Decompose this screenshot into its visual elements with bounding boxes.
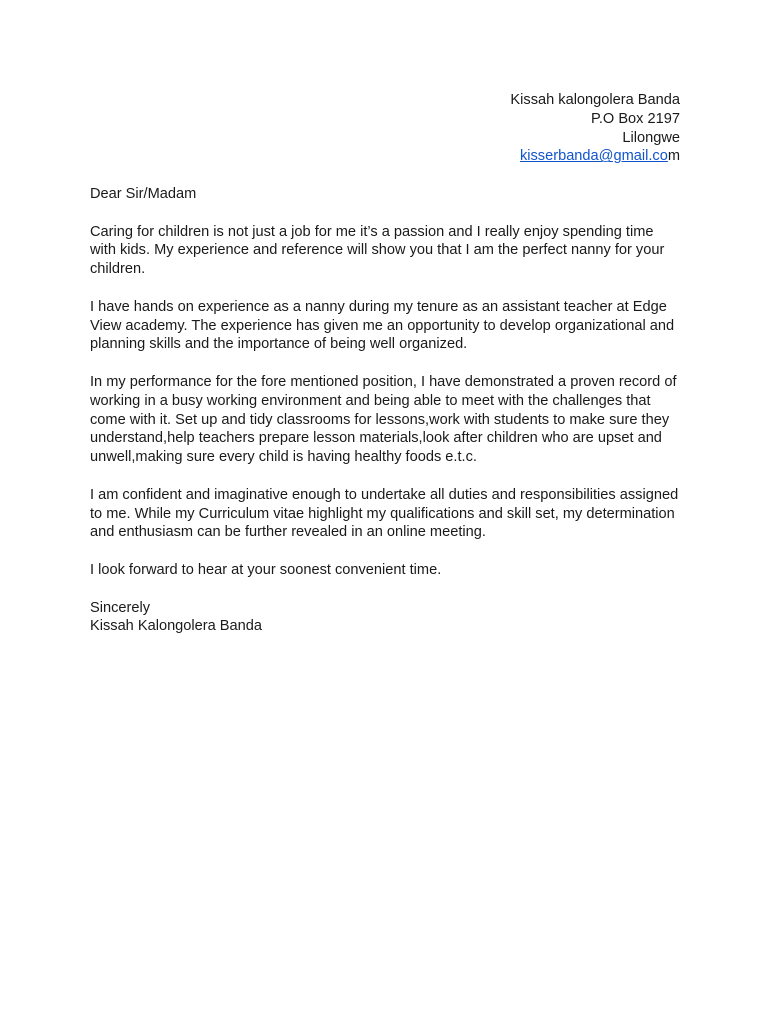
sender-name: Kissah kalongolera Banda (510, 92, 680, 108)
body-paragraph-5: I look forward to hear at your soonest convenient time. (90, 561, 442, 578)
salutation: Dear Sir/Madam (90, 185, 197, 202)
letter-page (90, 91, 680, 636)
body-paragraph-1: Caring for children is not just a job for me it’s a passion and I really enjoy spending time with kids. My experience and reference will show you that I am the perfect nanny for your children. (90, 223, 665, 278)
sender-email-line (90, 147, 680, 166)
sender-po-box: P.O Box 2197 (591, 110, 680, 127)
body-paragraph-2: I have hands on experience as a nanny during my tenure as an assistant teacher at Edge View academy. The experience has given me an opportunity to develop organizational and planning skills and the importance of being well organized. (90, 298, 675, 353)
closing-block (90, 599, 680, 637)
sender-address-block (90, 91, 680, 166)
closing-word: Sincerely (90, 599, 151, 616)
body-paragraph-4: I am confident and imaginative enough to undertake all duties and responsibilities assigned to me. While my Curriculum vitae highlight my qualifications and skill set, my determination and enthusiasm can be further revealed in an online meeting. (90, 486, 679, 541)
signature-name: Kissah Kalongolera Banda (90, 618, 263, 635)
sender-email-link[interactable]: kisserbanda@gmail.co (519, 148, 668, 165)
sender-city: Lilongwe (622, 129, 680, 146)
sender-email-tail: m (667, 148, 680, 165)
body-paragraph-3: In my performance for the fore mentioned position, I have demonstrated a proven record of working in a busy working environment and being able to meet with the challenges that come with it. Set up and tidy classrooms for lessons,work with students to make sure they understand,help teachers prepare lesson materials,look after children who are upset and unwell,making sure every child is having healthy foods e.t.c. (90, 373, 677, 466)
